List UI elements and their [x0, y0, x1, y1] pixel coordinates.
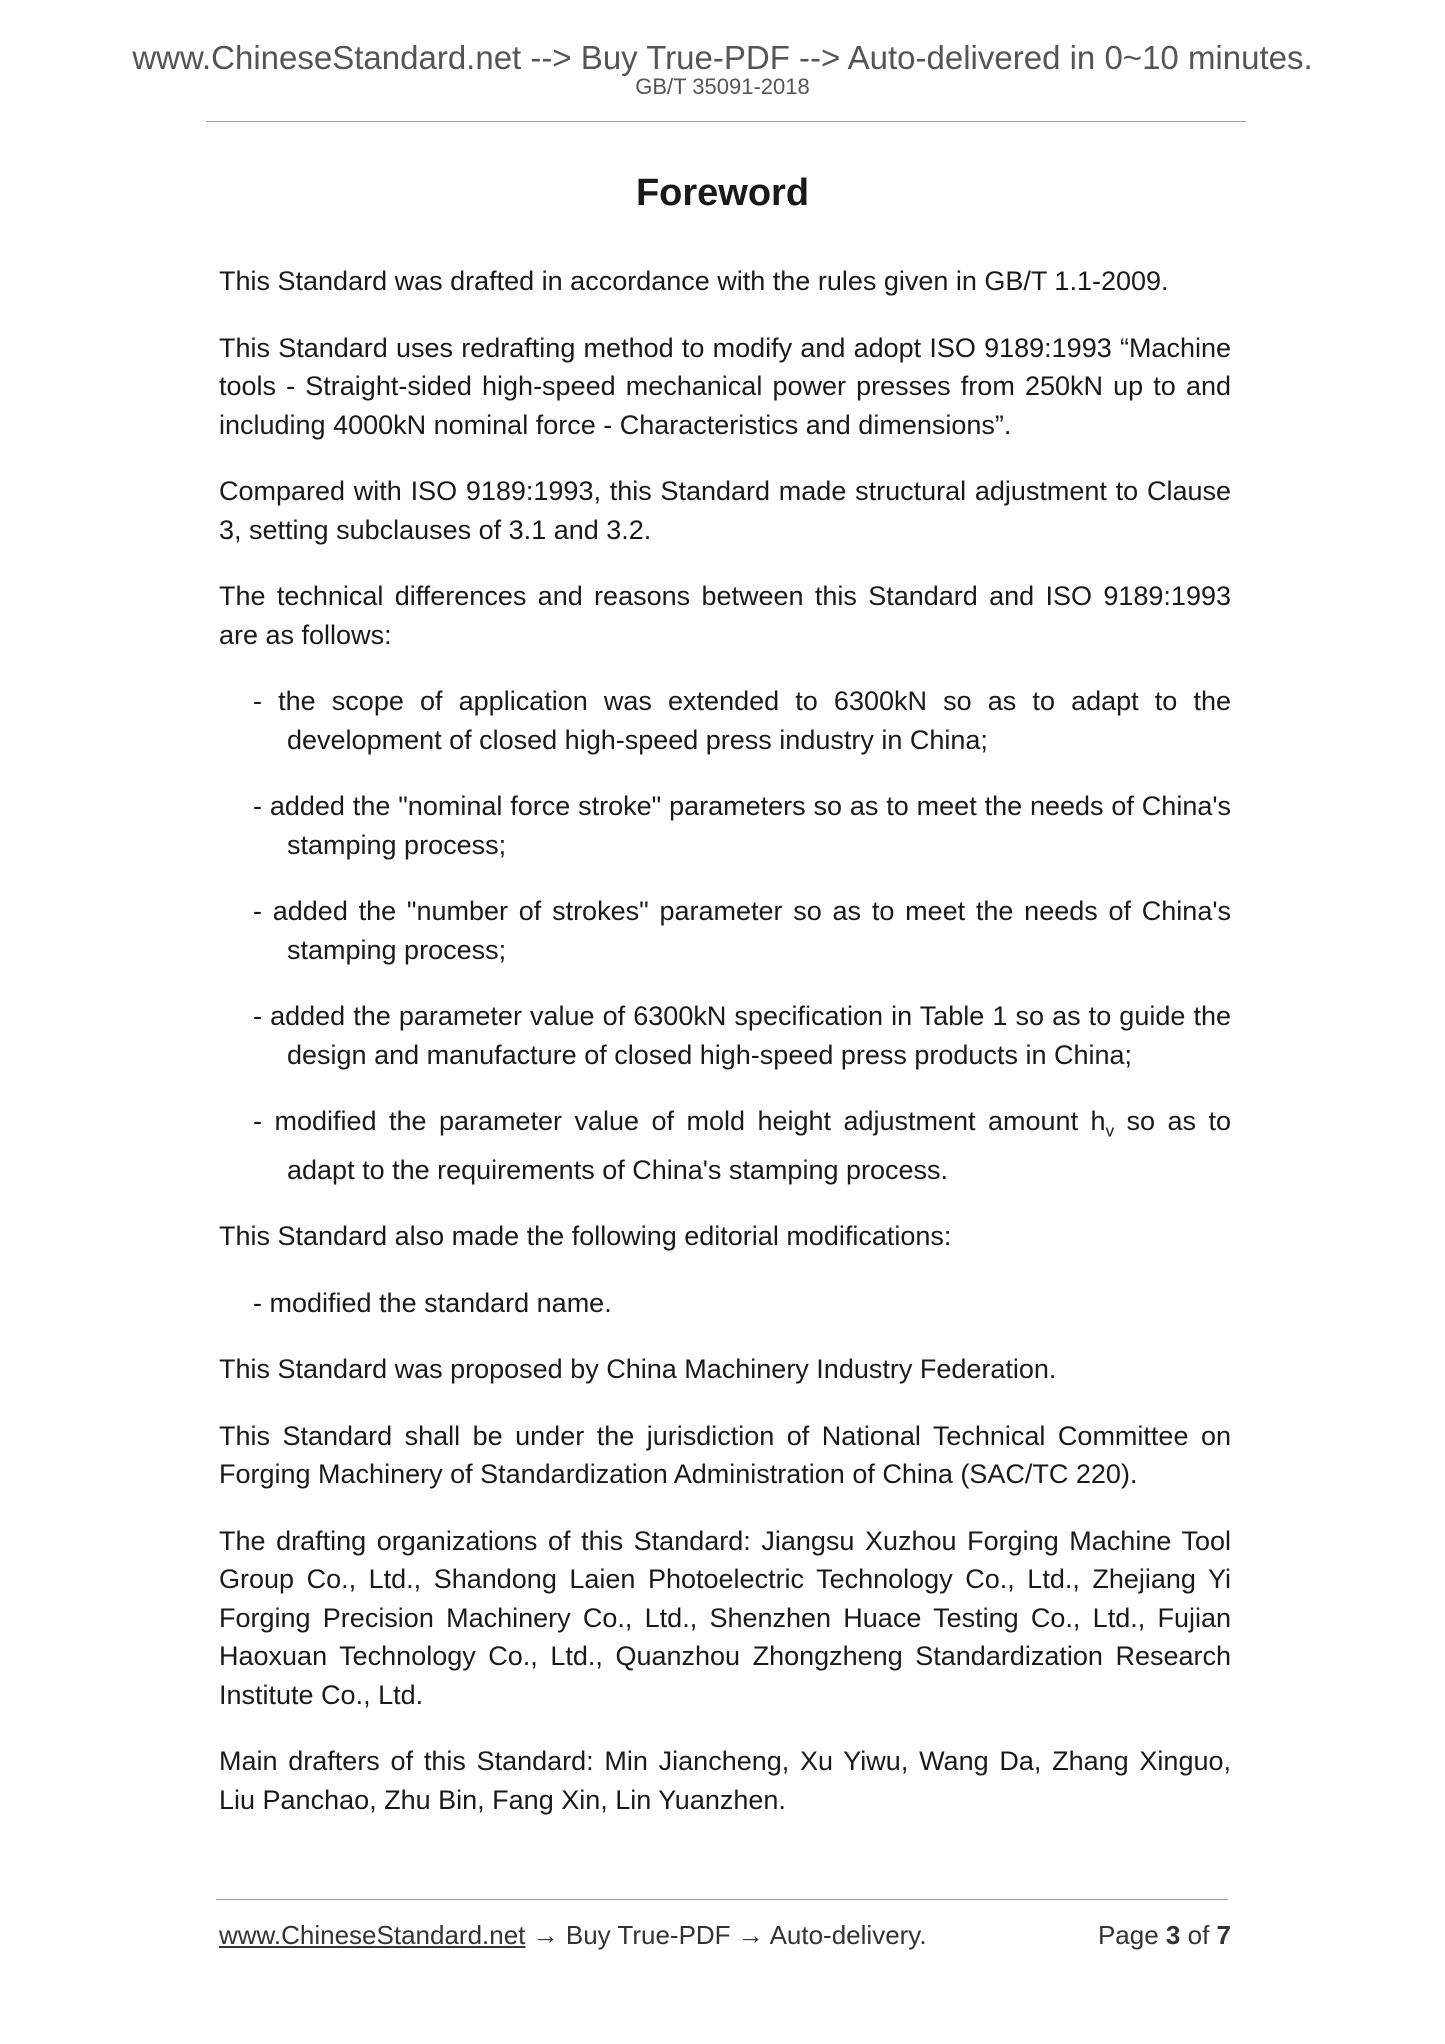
page-number: 3: [1165, 1920, 1181, 1950]
site-banner: www.ChineseStandard.net --> Buy True-PDF --> Auto-delivered in 0~10 minutes.: [132, 39, 1313, 76]
list-item-text: so as to adapt to the requirements of China's stamping process.: [287, 1106, 1231, 1185]
list-item-text: - modified the parameter value of mold height adjustment amount h: [253, 1106, 1106, 1136]
page-label: Page: [1097, 1920, 1159, 1950]
footer-divider: [216, 1899, 1228, 1900]
paragraph-structural-adjustment: Compared with ISO 9189:1993, this Standard made structural adjustment to Clause 3, setting subclauses of 3.1 and 3.2.: [219, 476, 1231, 545]
page-footer: [219, 1918, 1231, 1952]
page-indicator: [1098, 1918, 1231, 1952]
page-title: Foreword: [635, 172, 810, 214]
paragraph-adoption: This Standard uses redrafting method to modify and adopt ISO 9189:1993 “Machine tools - Straight-sided high-speed mechanical power presses from 250kN up to and including 4000kN nominal force - Characteristics and dimensions”.: [219, 332, 1231, 440]
paragraph-jurisdiction: This Standard shall be under the jurisdiction of National Technical Committee on Forging Machinery of Standardization Administration of China (SAC/TC 220).: [219, 1420, 1231, 1490]
paragraph-drafting-organizations: The drafting organizations of this Standard: Jiangsu Xuzhou Forging Machine Tool Group Co., Ltd., Shandong Laien Photoelectric Technology Co., Ltd., Zhejiang Yi Forging Precision Machinery Co., Ltd., Shenzhen Huace Testing Co., Ltd., Fujian Haoxuan Technology Co., Ltd., Quanzhou Zhongzheng Standardization Research Institute Co., Ltd.: [219, 1525, 1231, 1710]
header-divider: [206, 121, 1246, 122]
paragraph-editorial-modifications: This Standard also made the following editorial modifications:: [219, 1221, 952, 1252]
page-total: 7: [1216, 1920, 1231, 1950]
list-item: - added the parameter value of 6300kN specification in Table 1 so as to guide the design and manufacture of closed high-speed press products in China;: [253, 1001, 1231, 1070]
list-item: - the scope of application was extended to 6300kN so as to adapt to the development of closed high-speed press industry in China;: [253, 686, 1231, 755]
paragraph-technical-differences: The technical differences and reasons between this Standard and ISO 9189:1993 are as follows:: [219, 581, 1231, 650]
paragraph-main-drafters: Main drafters of this Standard: Min Jiancheng, Xu Yiwu, Wang Da, Zhang Xinguo, Liu Panchao, Zhu Bin, Fang Xin, Lin Yuanzhen.: [219, 1746, 1231, 1815]
paragraph-proposed-by: This Standard was proposed by China Machinery Industry Federation.: [219, 1354, 1057, 1385]
document-id: GB/T 35091-2018: [635, 74, 810, 99]
footer-site-link[interactable]: www.ChineseStandard.net: [219, 1920, 526, 1950]
foreword-body: [219, 262, 1231, 1847]
list-item: - added the "number of strokes" parameter so as to meet the needs of China's stamping process;: [253, 896, 1231, 965]
page-of-label: of: [1187, 1920, 1210, 1950]
subscript-v: v: [1105, 1121, 1115, 1141]
list-item: [253, 1102, 1231, 1189]
footer-text: → Buy True-PDF → Auto-delivery.: [525, 1920, 927, 1950]
list-item: - modified the standard name.: [253, 1287, 612, 1318]
list-item: - added the "nominal force stroke" parameters so as to meet the needs of China's stamping process;: [253, 791, 1231, 860]
paragraph-drafting-rules: This Standard was drafted in accordance with the rules given in GB/T 1.1-2009.: [219, 266, 1169, 296]
